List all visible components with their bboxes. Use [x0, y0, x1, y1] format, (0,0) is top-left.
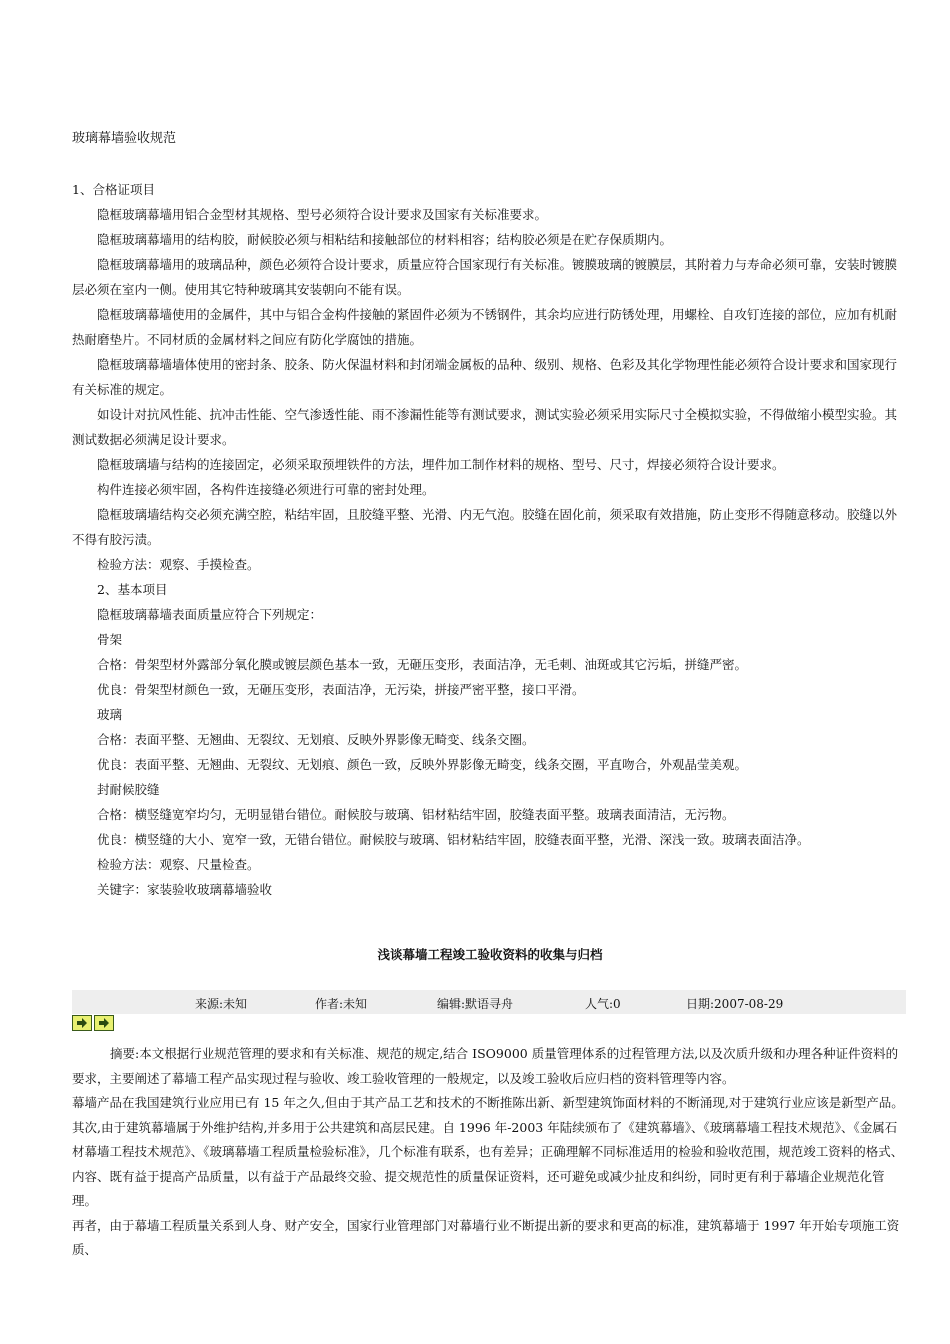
- arrow-right-icon[interactable]: [94, 1015, 114, 1031]
- paragraph: 再者，由于幕墙工程质量关系到人身、财产安全，国家行业管理部门对幕墙行业不断提出新的要求和更高的标准，建筑幕墙于 1997 年开始专项施工资质、: [72, 1217, 900, 1257]
- criterion-pass: 合格：表面平整、无翘曲、无裂纹、无划痕、反映外界影像无畸变、线条交圈。: [97, 732, 535, 747]
- criterion-good: 优良：表面平整、无翘曲、无裂纹、无划痕、颜色一致，反映外界影像无畸变，线条交圈，平直吻合，外观晶莹美观。: [97, 757, 748, 772]
- paragraph: 构件连接必须牢固，各构件连接缝必须进行可靠的密封处理。: [97, 482, 435, 497]
- criterion-pass: 合格：骨架型材外露部分氧化膜或镀层颜色基本一致，无砸压变形，表面洁净，无毛刺、油斑或其它污垢，拼缝严密。: [97, 657, 748, 672]
- meta-source: 来源:未知: [195, 997, 248, 1011]
- paragraph: 如设计对抗风性能、抗冲击性能、空气渗透性能、雨不渗漏性能等有测试要求，测试实验必须采用实际尺寸全模拟实验，不得做缩小模型实验。其测试数据必须满足设计要求。: [72, 407, 898, 447]
- paragraph: 隐框玻璃幕墙用的结构胶，耐候胶必须与相粘结和接触部位的材料相容；结构胶必须是在贮存保质期内。: [97, 232, 673, 247]
- inspection-method: 检验方法：观察、尺量检查。: [97, 857, 260, 872]
- document-title: 玻璃幕墙验收规范: [72, 131, 177, 146]
- criterion-pass: 合格：横竖缝宽窄均匀，无明显错台错位。耐候胶与玻璃、铝材粘结牢固，胶缝表面平整。玻璃表面清洁，无污物。: [97, 807, 735, 822]
- paragraph: 隐框玻璃幕墙墙体使用的密封条、胶条、防火保温材料和封闭端金属板的品种、级别、规格、色彩及其化学物理性能必须符合设计要求和国家现行有关标准的规定。: [72, 357, 898, 397]
- paragraph: 隐框玻璃幕墙用铝合金型材其规格、型号必须符合设计要求及国家有关标准要求。: [97, 207, 548, 222]
- meta-editor: 编辑:默语寻舟: [437, 997, 514, 1011]
- group-name: 玻璃: [97, 707, 123, 722]
- article-title: 浅谈幕墙工程竣工验收资料的收集与归档: [377, 947, 603, 962]
- section-heading: 2、基本项目: [97, 582, 168, 597]
- paragraph: 隐框玻璃幕墙使用的金属件，其中与铝合金构件接触的紧固件必须为不锈钢件，其余均应进行防锈处理，用螺栓、自攻钉连接的部位，应加有机耐热耐磨垫片。不同材质的金属材料之间应有防化学腐蚀的措施。: [72, 307, 898, 347]
- group-name: 封耐候胶缝: [97, 782, 160, 797]
- paragraph: 隐框玻璃墙与结构的连接固定，必须采取预埋铁件的方法，埋件加工制作材料的规格、型号、尺寸，焊接必须符合设计要求。: [97, 457, 785, 472]
- paragraph: 隐框玻璃幕墙用的玻璃品种，颜色必须符合设计要求，质量应符合国家现行有关标准。镀膜玻璃的镀膜层，其附着力与寿命必须可靠，安装时镀膜层必须在室内一侧。使用其它特种玻璃其安装朝向不能有误。: [72, 257, 898, 297]
- paragraph: 隐框玻璃幕墙表面质量应符合下列规定：: [97, 607, 323, 622]
- article-abstract: 摘要:本文根据行业规范管理的要求和有关标准、规范的规定,结合 ISO9000 质量管理体系的过程管理方法,以及次质升级和办理各种证件资料的要求，主要阐述了幕墙工程产品实现过程与验收、竣工验收管理的一般规定，以及竣工验收后应归档的资料管理等内容。: [72, 1046, 899, 1086]
- paragraph: 幕墙产品在我国建筑行业应用已有 15 年之久,但由于其产品工艺和技术的不断推陈出新、新型建筑饰面材料的不断涌现,对于建筑行业应该是新型产品。其次,由于建筑幕墙属于外维护结构,并多用于公共建筑和高层民建。自 1996 年-2003 年陆续颁布了《建筑幕墙》、《玻璃幕墙工程技术规范》、《金属石材幕墙工程技术规范》、《玻璃幕墙工程质量检验标准》，几个标准有联系，也有差异；正确理解不同标准适用的检验和验收范围，规范竣工资料的格式、内容、既有益于提高产品质量，以有益于产品最终交验、提交规范性的质量保证资料，还可避免或减少扯皮和纠纷，同时更有利于幕墙企业规范化管理。: [72, 1095, 904, 1208]
- spec-body: [72, 177, 906, 902]
- criterion-good: 优良：骨架型材颜色一致，无砸压变形，表面洁净，无污染，拼接严密平整，接口平滑。: [97, 682, 585, 697]
- meta-date: 日期:2007-08-29: [686, 997, 784, 1011]
- meta-author: 作者:未知: [315, 997, 368, 1011]
- arrow-left-icon[interactable]: [72, 1015, 92, 1031]
- keywords: 关键字：家装验收玻璃幕墙验收: [97, 882, 273, 897]
- article-meta-bar: [72, 990, 906, 1014]
- paragraph: 检验方法：观察、手摸检查。: [97, 557, 260, 572]
- article-icon-bar: [72, 1015, 116, 1033]
- section-heading: 1、合格证项目: [72, 182, 155, 197]
- group-name: 骨架: [97, 632, 123, 647]
- meta-views: 人气:0: [585, 997, 621, 1011]
- criterion-good: 优良：横竖缝的大小、宽窄一致，无错台错位。耐候胶与玻璃、铝材粘结牢固，胶缝表面平整，光滑、深浅一致。玻璃表面洁净。: [97, 832, 810, 847]
- article-body: [72, 1042, 906, 1263]
- paragraph: 隐框玻璃墙结构交必须充满空腔，粘结牢固，且胶缝平整、光滑、内无气泡。胶缝在固化前，须采取有效措施，防止变形不得随意移动。胶缝以外不得有胶污渍。: [72, 507, 898, 547]
